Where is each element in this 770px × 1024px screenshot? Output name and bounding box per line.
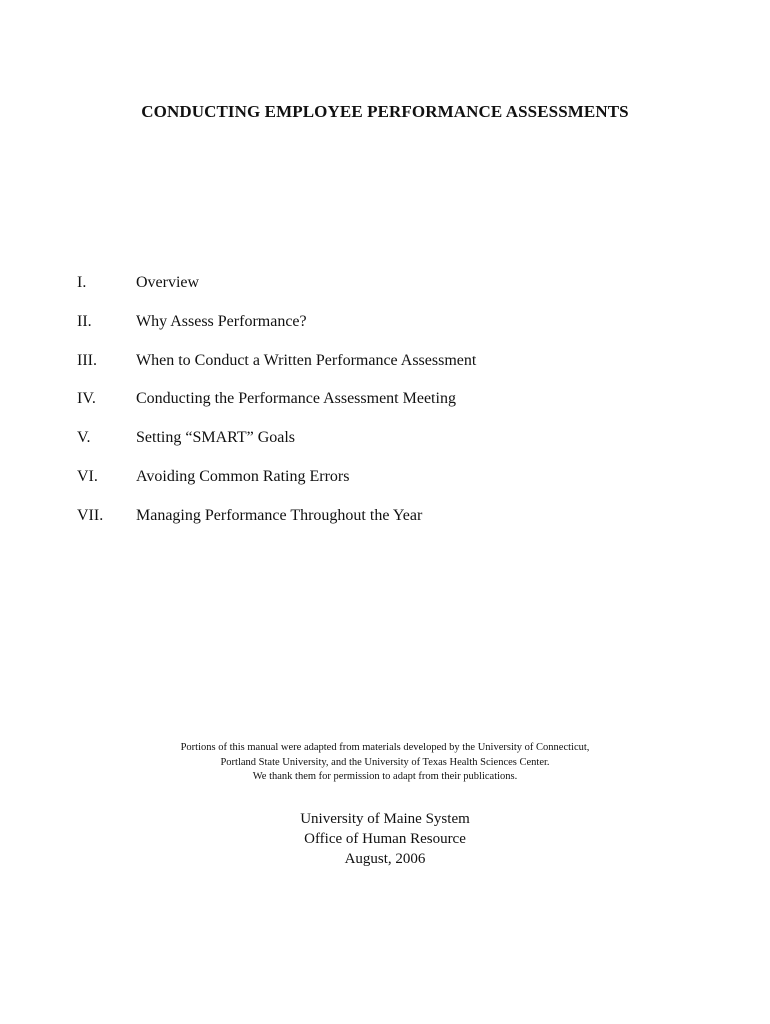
- credits-note: [0, 741, 770, 785]
- toc-label: Conducting the Performance Assessment Meeting: [136, 390, 456, 408]
- toc-label: Avoiding Common Rating Errors: [136, 467, 350, 485]
- toc-number: III.: [77, 351, 97, 369]
- toc-label: Setting “SMART” Goals: [136, 429, 296, 447]
- toc-number: VII.: [77, 506, 104, 524]
- toc-label: Why Assess Performance?: [136, 312, 307, 330]
- document-title: CONDUCTING EMPLOYEE PERFORMANCE ASSESSMENTS: [141, 102, 629, 121]
- organization-block: [0, 809, 770, 869]
- toc-number: VI.: [77, 467, 98, 485]
- publication-date: August, 2006: [344, 851, 426, 867]
- toc-number: I.: [77, 274, 87, 291]
- organization-name: University of Maine System: [300, 811, 470, 827]
- toc-label: When to Conduct a Written Performance Assessment: [136, 351, 477, 369]
- credits-line: We thank them for permission to adapt from their publications.: [252, 771, 518, 782]
- toc-number: IV.: [77, 390, 96, 408]
- toc-label: Overview: [136, 274, 200, 291]
- credits-line: Portions of this manual were adapted from materials developed by the University of Connecticut,: [180, 742, 590, 753]
- toc-label: Managing Performance Throughout the Year: [136, 506, 423, 524]
- toc-number: II.: [77, 312, 92, 330]
- office-name: Office of Human Resource: [304, 831, 466, 847]
- credits-line: Portland State University, and the University of Texas Health Sciences Center.: [220, 756, 550, 768]
- toc-number: V.: [77, 429, 91, 447]
